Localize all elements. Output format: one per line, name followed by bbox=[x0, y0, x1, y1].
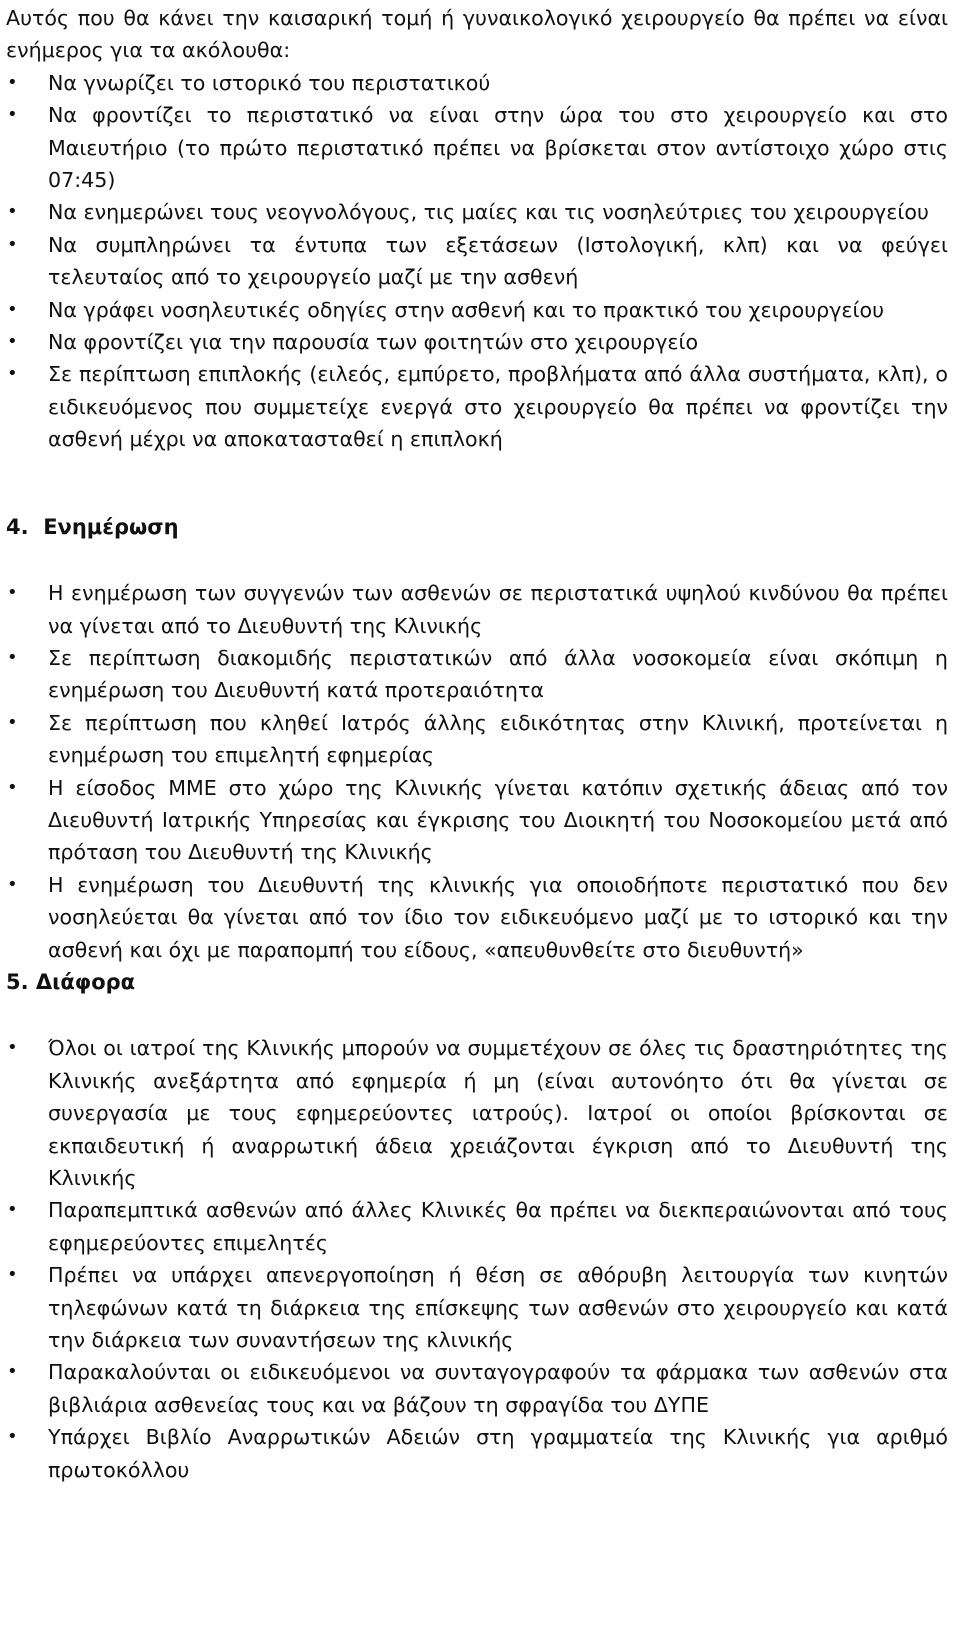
bullet-icon: • bbox=[7, 298, 18, 320]
list-item: • Υπάρχει Βιβλίο Αναρρωτικών Αδειών στη γραμματεία της Κλινικής για αριθμό πρωτοκόλλου bbox=[6, 1421, 948, 1486]
intro-paragraph: Αυτός που θα κάνει την καισαρική τομή ή γυναικολογικό χειρουργείο θα πρέπει να είναι ενήμερος για τα ακόλουθα: bbox=[6, 6, 948, 63]
responsibilities-list bbox=[6, 67, 948, 456]
bullet-icon: • bbox=[7, 1426, 18, 1448]
list-item: • Να φροντίζει το περιστατικό να είναι στην ώρα του στο χειρουργείο και στο Μαιευτήριο (το πρώτο περιστατικό πρέπει να βρίσκεται στον αντίστοιχο χώρο στις 07:45) bbox=[6, 99, 948, 196]
list-item: • Να γνωρίζει το ιστορικό του περιστατικού bbox=[6, 67, 948, 99]
section-heading-misc: 5. Διάφορα bbox=[6, 969, 136, 994]
list-item: • Σε περίπτωση διακομιδής περιστατικών από άλλα νοσοκομεία είναι σκόπιμη η ενημέρωση του Διευθυντή κατά προτεραιότητα bbox=[6, 642, 948, 707]
list-item: • Σε περίπτωση επιπλοκής (ειλεός, εμπύρετο, προβλήματα από άλλα συστήματα, κλπ), ο ειδικευόμενος που συμμετείχε ενεργά στο χειρουργείο θα πρέπει να φροντίζει την ασθενή μέχρι να αποκατασταθεί η επιπλοκή bbox=[6, 358, 948, 455]
bullet-icon: • bbox=[7, 582, 18, 604]
bullet-icon: • bbox=[7, 1264, 18, 1286]
bullet-icon: • bbox=[7, 1037, 18, 1059]
section-heading-briefing: 4. Ενημέρωση bbox=[6, 514, 179, 539]
list-item: • Όλοι οι ιατροί της Κλινικής μπορούν να συμμετέχουν σε όλες τις δραστηριότητες της Κλινικής ανεξάρτητα από εφημερία ή μη (είναι αυτονόητο ότι θα γίνεται σε συνεργασία με τους εφημερεύοντες ιατρούς). Ιατροί οι οποίοι βρίσκονται σε εκπαιδευτική ή αναρρωτική άδεια χρειάζονται έγκριση από το Διευθυντή της Κλινικής bbox=[6, 1032, 948, 1194]
bullet-icon: • bbox=[7, 71, 18, 93]
list-item: • Να γράφει νοσηλευτικές οδηγίες στην ασθενή και το πρακτικό του χειρουργείου bbox=[6, 294, 948, 326]
list-item: • Να φροντίζει για την παρουσία των φοιτητών στο χειρουργείο bbox=[6, 326, 948, 358]
bullet-icon: • bbox=[7, 331, 18, 353]
list-item: • Να συμπληρώνει τα έντυπα των εξετάσεων (Ιστολογική, κλπ) και να φεύγει τελευταίος από το χειρουργείο μαζί με την ασθενή bbox=[6, 229, 948, 294]
bullet-icon: • bbox=[7, 646, 18, 668]
bullet-icon: • bbox=[7, 233, 18, 255]
list-item: • Παραπεμπτικά ασθενών από άλλες Κλινικές θα πρέπει να διεκπεραιώνονται από τους εφημερεύοντες επιμελητές bbox=[6, 1194, 948, 1259]
bullet-icon: • bbox=[7, 1361, 18, 1383]
briefing-list bbox=[6, 577, 948, 966]
list-item: • Η ενημέρωση των συγγενών των ασθενών σε περιστατικά υψηλού κινδύνου θα πρέπει να γίνεται από το Διευθυντή της Κλινικής bbox=[6, 577, 948, 642]
bullet-icon: • bbox=[7, 711, 18, 733]
bullet-icon: • bbox=[7, 776, 18, 798]
list-item: • Να ενημερώνει τους νεογνολόγους, τις μαίες και τις νοσηλεύτριες του χειρουργείου bbox=[6, 196, 948, 228]
bullet-icon: • bbox=[7, 201, 18, 223]
list-item: • Η ενημέρωση του Διευθυντή της κλινικής για οποιοδήποτε περιστατικό που δεν νοσηλεύεται θα γίνεται από τον ίδιο τον ειδικευόμενο μαζί με το ιστορικό και την ασθενή και όχι με παραπομπή του είδους, «απευθυνθείτε στο διευθυντή» bbox=[6, 869, 948, 966]
bullet-icon: • bbox=[7, 1199, 18, 1221]
bullet-icon: • bbox=[7, 873, 18, 895]
list-item: • Παρακαλούνται οι ειδικευόμενοι να συνταγογραφούν τα φάρμακα των ασθενών στα βιβλιάρια ασθενείας τους και να βάζουν τη σφραγίδα του ΔΥΠΕ bbox=[6, 1356, 948, 1421]
misc-list bbox=[6, 1032, 948, 1486]
bullet-icon: • bbox=[7, 363, 18, 385]
list-item: • Σε περίπτωση που κληθεί Ιατρός άλλης ειδικότητας στην Κλινική, προτείνεται η ενημέρωση του επιμελητή εφημερίας bbox=[6, 707, 948, 772]
list-item: • Πρέπει να υπάρχει απενεργοποίηση ή θέση σε αθόρυβη λειτουργία των κινητών τηλεφώνων κατά τη διάρκεια της επίσκεψης των ασθενών στο χειρουργείο και κατά την διάρκεια των συναντήσεων της κλινικής bbox=[6, 1259, 948, 1356]
list-item: • Η είσοδος ΜΜΕ στο χώρο της Κλινικής γίνεται κατόπιν σχετικής άδειας από τον Διευθυντή Ιατρικής Υπηρεσίας και έγκρισης του Διοικητή του Νοσοκομείου μετά από πρόταση του Διευθυντή της Κλινικής bbox=[6, 772, 948, 869]
bullet-icon: • bbox=[7, 104, 18, 126]
